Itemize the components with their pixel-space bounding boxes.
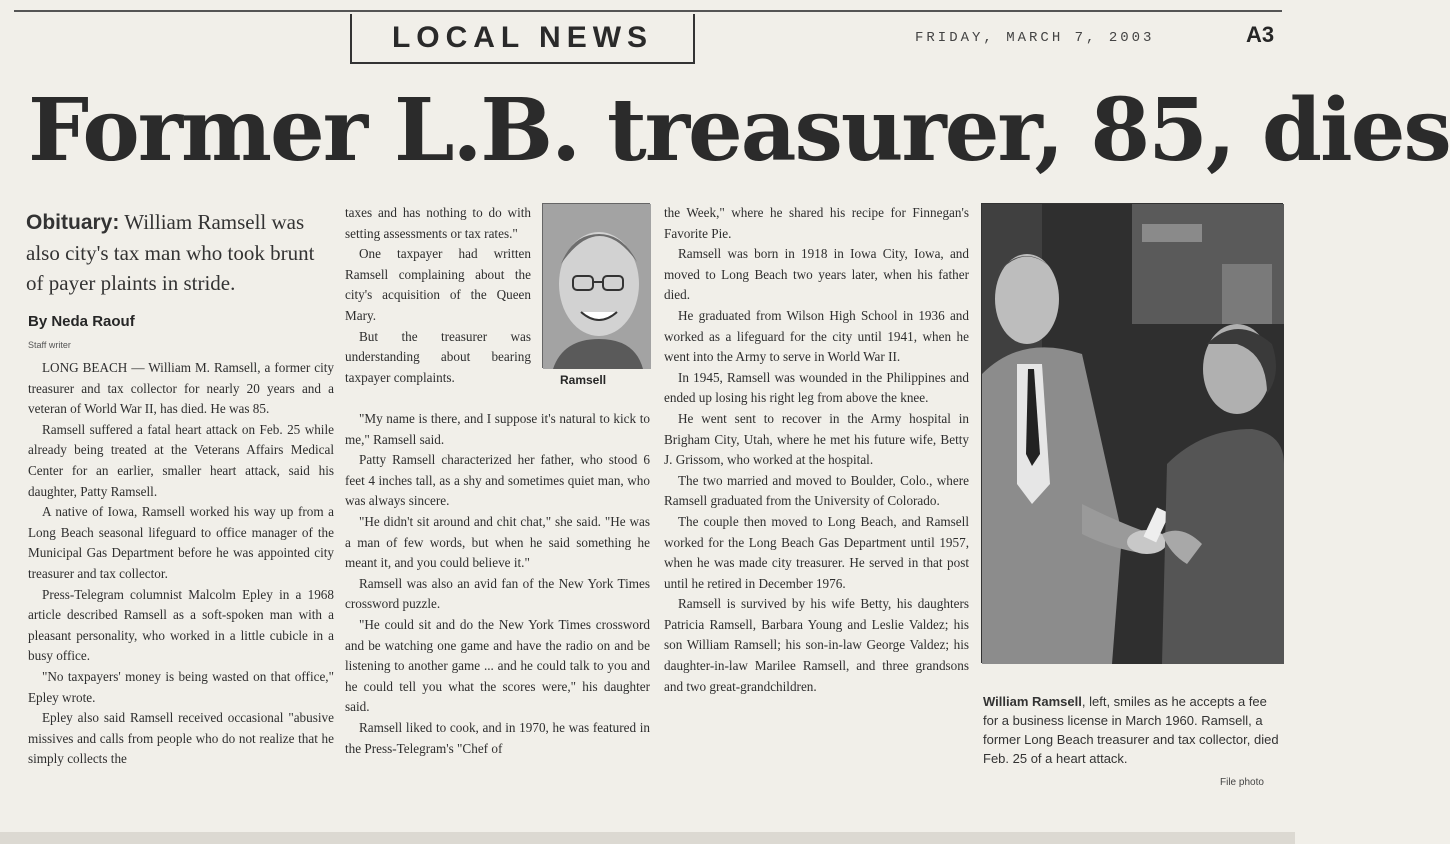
top-rule <box>14 10 1282 12</box>
section-title: LOCAL NEWS <box>391 21 654 54</box>
paragraph: "He didn't sit around and chit chat," she said. "He was a man of few words, but when he said something he meant it, and you could believe it." <box>345 513 650 571</box>
section-banner <box>350 14 695 64</box>
deck-label: Obituary: <box>26 211 120 234</box>
photo-caption <box>983 692 1283 768</box>
article-column-1 <box>28 358 334 770</box>
mugshot-caption: Ramsell <box>560 373 607 387</box>
paragraph: In 1945, Ramsell was wounded in the Philippines and ended up losing his right leg from above the knee. <box>664 369 969 406</box>
headline: Former L.B. treasurer, 85, dies <box>28 80 1450 181</box>
paragraph: LONG BEACH — William M. Ramsell, a former city treasurer and tax collector for nearly 20 years and a veteran of World War II, has died. He was 85. <box>28 360 334 417</box>
byline-role: Staff writer <box>28 340 71 350</box>
article-column-2-top <box>345 203 531 388</box>
paragraph: Ramsell liked to cook, and in 1970, he was featured in the Press-Telegram's "Chef of <box>345 719 650 756</box>
page-edge <box>0 832 1295 844</box>
photo-credit: File photo <box>1220 777 1264 788</box>
portrait-image <box>543 204 651 369</box>
paragraph: He went sent to recover in the Army hospital in Brigham City, Utah, where he met his future wife, Betty J. Grissom, who worked at the hospital. <box>664 410 969 468</box>
mugshot-photo <box>542 203 650 368</box>
paragraph: taxes and has nothing to do with setting assessments or tax rates." <box>345 205 531 241</box>
paragraph: "He could sit and do the New York Times crossword and be watching one game and have the radio on and be listening to another game ... and he could talk to you and he could tell you what the scores were," his daughter said. <box>345 616 650 715</box>
paragraph: But the treasurer was understanding about bearing taxpayer complaints. <box>345 328 531 385</box>
photo-caption-name: William Ramsell <box>983 694 1082 709</box>
paragraph: Patty Ramsell characterized her father, who stood 6 feet 4 inches tall, as a shy and sometimes quiet man, who was always sincere. <box>345 452 650 509</box>
archive-photo <box>981 203 1283 663</box>
deck <box>26 207 336 298</box>
paragraph: Ramsell was born in 1918 in Iowa City, Iowa, and moved to Long Beach two years later, when his father died. <box>664 246 969 303</box>
paragraph: The couple then moved to Long Beach, and Ramsell worked for the Long Beach Gas Department until 1957, when he was made city treasurer. He served in that post until he retired in December 1976. <box>664 513 969 591</box>
paragraph: the Week," where he shared his recipe for Finnegan's Favorite Pie. <box>664 205 969 241</box>
paragraph: Epley also said Ramsell received occasional "abusive missives and calls from people who do not realize that he simply collects the <box>28 710 334 767</box>
paragraph: "No taxpayers' money is being wasted on that office," Epley wrote. <box>28 668 334 705</box>
page-number: A3 <box>1246 22 1275 47</box>
paragraph: Ramsell was also an avid fan of the New York Times crossword puzzle. <box>345 575 650 612</box>
paragraph: Press-Telegram columnist Malcolm Epley in a 1968 article described Ramsell as a soft-spoken man with a pleasant personality, who worked in a little cubicle in a busy office. <box>28 586 334 664</box>
paragraph: One taxpayer had written Ramsell complaining about the city's acquisition of the Queen Mary. <box>345 246 531 323</box>
deck-text: William Ramsell was also city's tax man who took brunt of payer plaints in stride. <box>26 210 315 295</box>
paragraph: The two married and moved to Boulder, Colo., where Ramsell graduated from the University of Colorado. <box>664 472 969 509</box>
article-column-2 <box>345 409 650 759</box>
photo-caption-text: , left, smiles as he accepts a fee for a business license in March 1960. Ramsell, a former Long Beach treasurer and tax collector, died Feb. 25 of a heart attack. <box>983 694 1279 766</box>
paragraph: Ramsell is survived by his wife Betty, his daughters Patricia Ramsell, Barbara Young and Leslie Valdez; his son William Ramsell; his son-in-law George Valdez; his daughter-in-law Marilee Ramsell, and three grandsons and two great-grandchildren. <box>664 596 969 694</box>
paragraph: A native of Iowa, Ramsell worked his way up from a Long Beach seasonal lifeguard to office manager of the Municipal Gas Department before he was appointed city treasurer and tax collector. <box>28 504 334 581</box>
paragraph: Ramsell suffered a fatal heart attack on Feb. 25 while already being treated at the Veterans Affairs Medical Center for an earlier, smaller heart attack, said his daughter, Patty Ramsell. <box>28 421 334 499</box>
article-column-3 <box>664 203 969 697</box>
handshake-image <box>982 204 1284 664</box>
byline: By Neda Raouf <box>28 313 135 330</box>
paragraph: He graduated from Wilson High School in 1936 and worked as a lifeguard for the city until 1941, when he went into the Army to serve in World War II. <box>664 307 969 365</box>
paragraph: "My name is there, and I suppose it's natural to kick to me," Ramsell said. <box>345 411 650 447</box>
issue-date: FRIDAY, MARCH 7, 2003 <box>915 30 1155 46</box>
